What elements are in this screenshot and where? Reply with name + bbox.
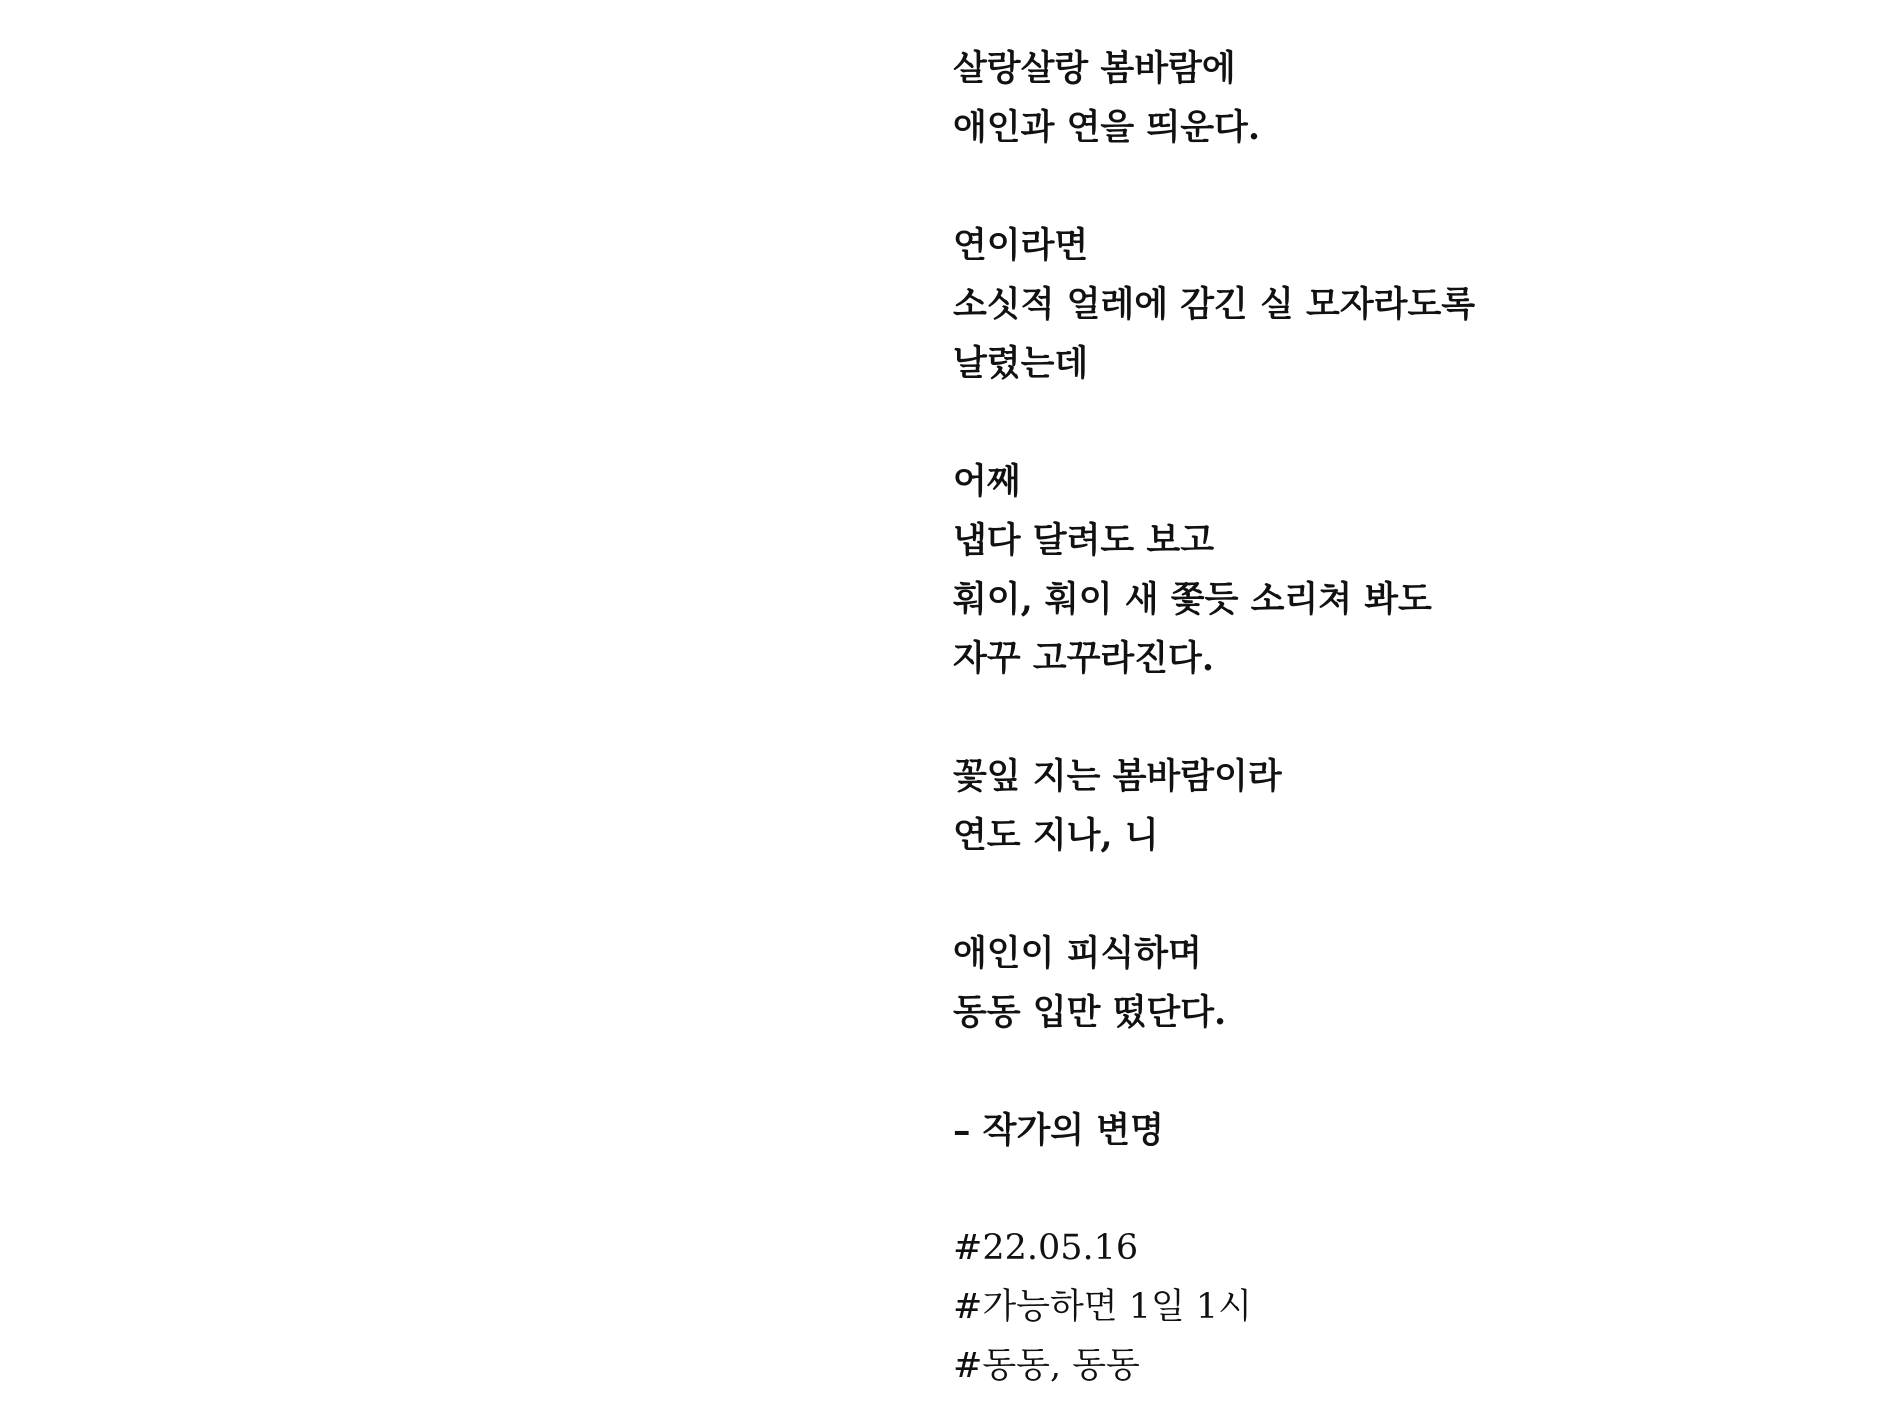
author-note-line: – 작가의 변명 <box>953 1110 1164 1151</box>
poem-line: 연도 지나, 니 <box>953 815 1159 856</box>
poem-line: 자꾸 고꾸라진다. <box>953 638 1215 679</box>
stanza-5 <box>953 924 1853 1042</box>
author-note <box>953 1101 1853 1160</box>
stanza-gap <box>953 688 1853 747</box>
stanza-1 <box>953 39 1853 157</box>
poem-line: 연이라면 <box>953 225 1089 266</box>
stanza-gap <box>953 393 1853 452</box>
stanza-2 <box>953 216 1853 393</box>
poem-line: 어째 <box>953 461 1021 502</box>
stanza-gap <box>953 1160 1853 1219</box>
stanza-gap <box>953 1042 1853 1101</box>
poem-line: 동동 입만 떴단다. <box>953 992 1227 1033</box>
poem-line: 날렸는데 <box>953 343 1089 384</box>
stanza-gap <box>953 865 1853 924</box>
poem-line: 소싯적 얼레에 감긴 실 모자라도록 <box>953 284 1476 325</box>
stanza-4 <box>953 747 1853 865</box>
hashtag-date[interactable]: #22.05.16 <box>953 1228 1139 1268</box>
stanza-3 <box>953 452 1853 688</box>
hashtag-list <box>953 1219 1853 1396</box>
poem-line: 냅다 달려도 보고 <box>953 520 1215 561</box>
hashtag-item[interactable]: #가능하면 1일 1시 <box>953 1287 1252 1327</box>
poem-line: 꽃잎 지는 봄바람이라 <box>953 756 1282 797</box>
poem-line: 애인과 연을 띄운다. <box>953 107 1261 148</box>
hashtag-item[interactable]: #동동, 동동 <box>953 1346 1140 1386</box>
poem-line: 훠이, 훠이 새 쫓듯 소리쳐 봐도 <box>953 579 1432 620</box>
stanza-gap <box>953 157 1853 216</box>
poem-line: 애인이 피식하며 <box>953 933 1202 974</box>
poem-line: 살랑살랑 봄바람에 <box>953 48 1236 89</box>
poem-body <box>953 39 1853 1396</box>
